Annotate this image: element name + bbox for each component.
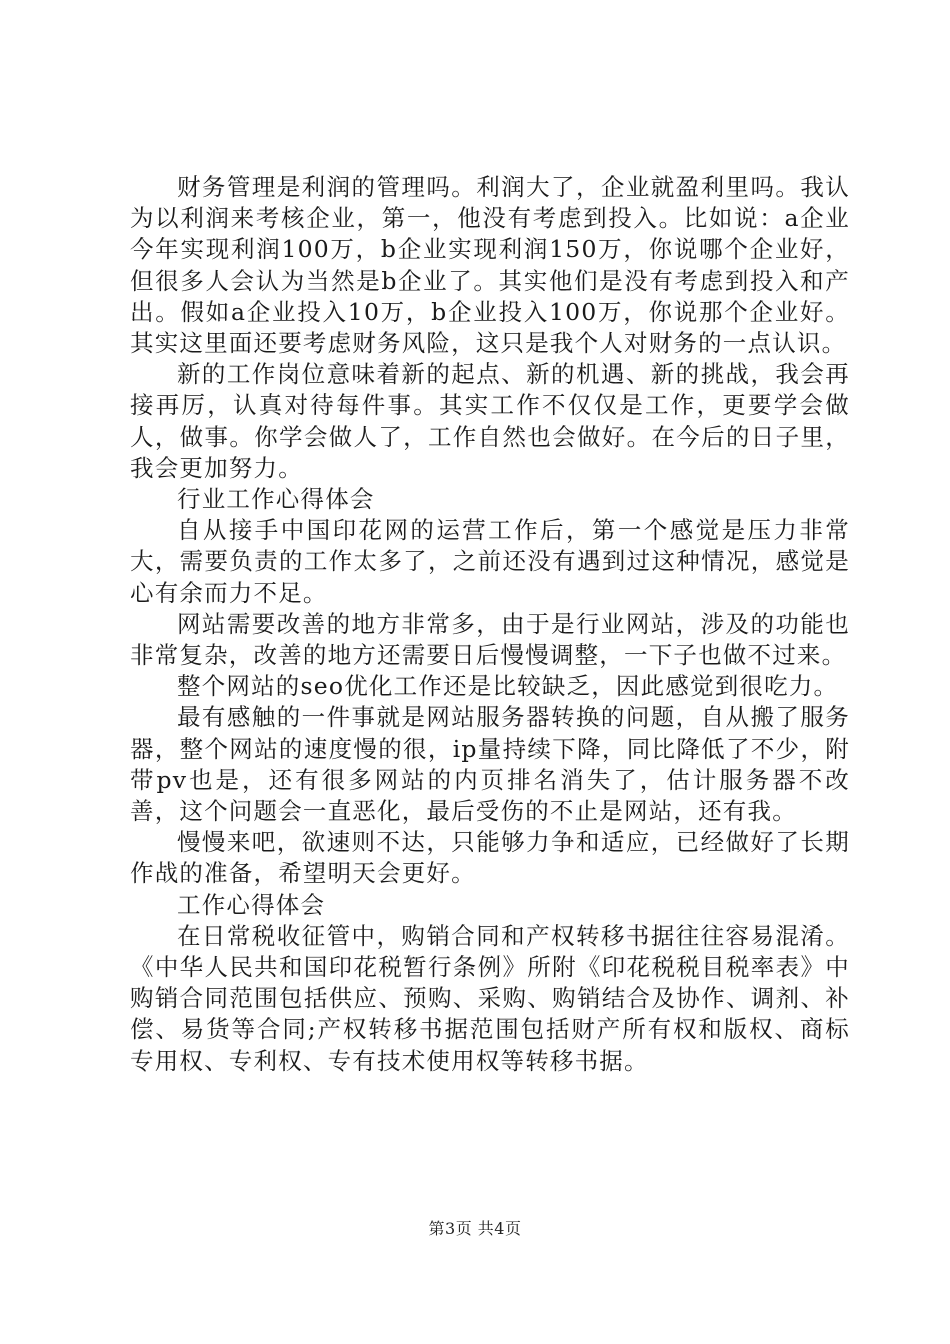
- paragraph-operations-pressure: 自从接手中国印花网的运营工作后，第一个感觉是压力非常大，需要负责的工作太多了，之前还没有遇到过这种情况，感觉是心有余而力不足。: [130, 516, 850, 607]
- paragraph-seo: 整个网站的seo优化工作还是比较缺乏，因此感觉到很吃力。: [177, 672, 839, 701]
- section-heading-industry-work: 行业工作心得体会: [177, 485, 375, 514]
- section-heading-work-experience: 工作心得体会: [177, 890, 326, 919]
- paragraph-stamp-tax: 在日常税收征管中，购销合同和产权转移书据往往容易混淆。《中华人民共和国印花税暂行条例》所附《印花税税目税率表》中购销合同范围包括供应、预购、采购、购销结合及协作、调剂、补偿、易货等合同;产权转移书据范围包括财产所有权和版权、商标专用权、专利权、专有技术使用权等转移书据。: [130, 921, 850, 1075]
- paragraph-server-migration: 最有感触的一件事就是网站服务器转换的问题，自从搬了服务器，整个网站的速度慢的很，ip量持续下降，同比降低了不少，附带pv也是，还有很多网站的内页排名消失了，估计服务器不改善，这个问题会一直恶化，最后受伤的不止是网站，还有我。: [130, 703, 850, 826]
- paragraph-new-position: 新的工作岗位意味着新的起点、新的机遇、新的挑战，我会再接再厉，认真对待每件事。其实工作不仅仅是工作，更要学会做人，做事。你学会做人了，工作自然也会做好。在今后的日子里，我会更加努力。: [130, 360, 850, 482]
- page-number-footer: 第3页 共4页: [428, 1219, 522, 1238]
- paragraph-take-it-slow: 慢慢来吧，欲速则不达，只能够力争和适应，已经做好了长期作战的准备，希望明天会更好。: [130, 828, 850, 888]
- paragraph-website-improvements: 网站需要改善的地方非常多，由于是行业网站，涉及的功能也非常复杂，改善的地方还需要日后慢慢调整，一下子也做不过来。: [130, 609, 850, 670]
- document-body: [130, 172, 850, 1077]
- paragraph-finance-management: 财务管理是利润的管理吗。利润大了，企业就盈利里吗。我认为以利润来考核企业，第一，他没有考虑到投入。比如说：a企业今年实现利润100万，b企业实现利润150万，你说哪个企业好，但很多人会认为当然是b企业了。其实他们是没有考虑到投入和产出。假如a企业投入10万，b企业投入100万，你说那个企业好。其实这里面还要考虑财务风险，这只是我个人对财务的一点认识。: [130, 173, 850, 358]
